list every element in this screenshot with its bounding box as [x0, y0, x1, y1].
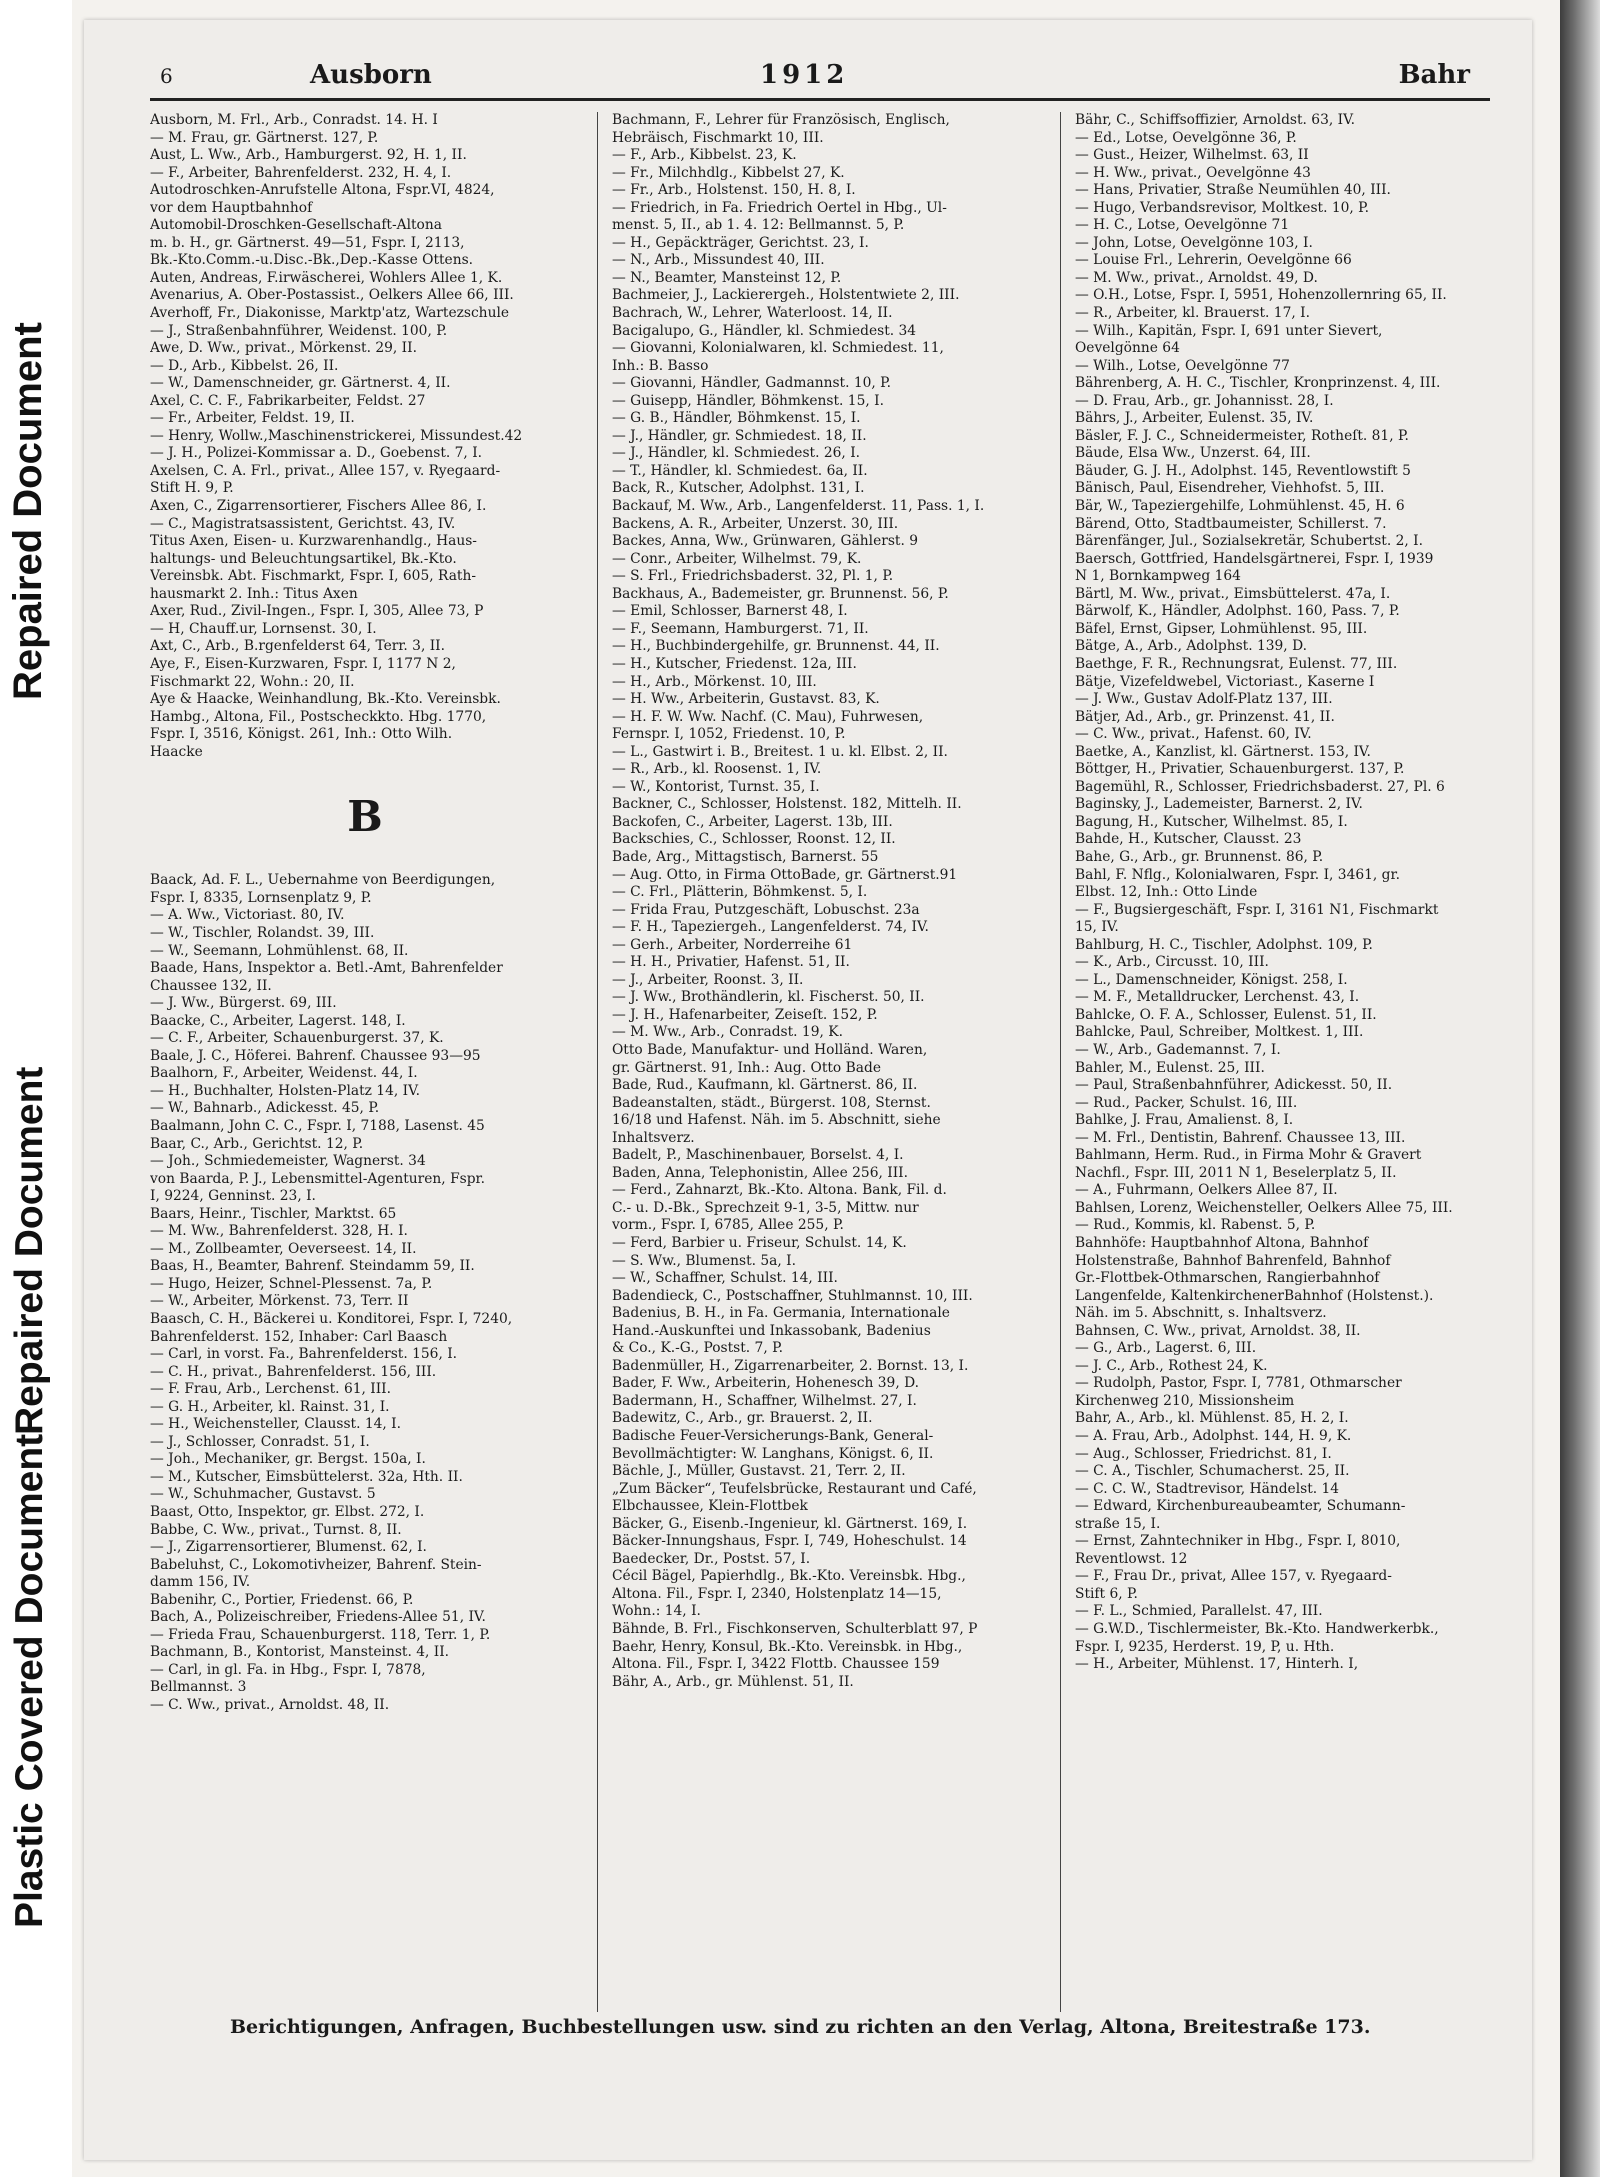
directory-entry: Altona. Fil., Fspr. I, 2340, Holstenplatz 14—15,: [612, 1585, 942, 1602]
directory-entry: — M. Ww., Bahrenfelderst. 328, H. I.: [150, 1223, 408, 1240]
directory-entry: Baedecker, Dr., Postst. 57, I.: [612, 1550, 811, 1567]
directory-entry: — F., Arb., Kibbelst. 23, K.: [612, 147, 797, 164]
directory-entry: Baalhorn, F., Arbeiter, Weidenst. 44, I.: [150, 1065, 418, 1082]
directory-entry: — Aug., Schlosser, Friedrichst. 81, I.: [1075, 1445, 1332, 1462]
directory-entry: — F., Bugsiergeschäft, Fspr. I, 3161 N1, Fischmarkt: [1075, 901, 1439, 918]
directory-entry: Bähnde, B. Frl., Fischkonserven, Schulterblatt 97, P: [612, 1621, 978, 1638]
directory-entry: — R., Arbeiter, kl. Brauerst. 17, I.: [1075, 305, 1310, 322]
directory-entry: — Rudolph, Pastor, Fspr. I, 7781, Othmarscher: [1075, 1375, 1402, 1392]
directory-entry: — F., Frau Dr., privat, Allee 157, v. Ryegaard-: [1075, 1568, 1392, 1585]
directory-entry: — Gust., Heizer, Wilhelmst. 63, II: [1075, 147, 1309, 164]
directory-entry: hausmarkt 2. Inh.: Titus Axen: [150, 585, 358, 602]
directory-entry: Baehr, Henry, Konsul, Bk.-Kto. Vereinsbk. in Hbg.,: [612, 1638, 963, 1655]
directory-entry: 16/18 und Hafenst. Näh. im 5. Abschnitt, siehe: [612, 1112, 941, 1129]
directory-entry: Langenfelde, KaltenkirchenerBahnhof (Holstenst.).: [1075, 1287, 1434, 1304]
directory-entry: Bärtl, M. Ww., privat., Eimsbüttelerst. 47a, I.: [1075, 585, 1391, 602]
directory-entry: — Wilh., Lotse, Oevelgönne 77: [1075, 357, 1290, 374]
directory-entry: — J. Ww., Gustav Adolf-Platz 137, III.: [1075, 691, 1333, 708]
directory-entry: Backner, C., Schlosser, Holstenst. 182, Mittelh. II.: [612, 796, 962, 813]
directory-entry: Fspr. I, 9235, Herderst. 19, P, u. Hth.: [1075, 1638, 1335, 1655]
directory-entry: Backes, Anna, Ww., Grünwaren, Gählerst. 9: [612, 533, 919, 550]
directory-entry: — W., Schaffner, Schulst. 14, III.: [612, 1270, 838, 1287]
directory-entry: — G.W.D., Tischlermeister, Bk.-Kto. Handwerkerbk.,: [1075, 1621, 1439, 1638]
directory-entry: Elbchaussee, Klein-Flottbek: [612, 1498, 808, 1515]
directory-entry: — Ernst, Zahntechniker in Hbg., Fspr. I, 8010,: [1075, 1533, 1401, 1550]
directory-entry: Stift 6, P.: [1075, 1585, 1138, 1602]
directory-entry: Nachfl., Fspr. III, 2011 N 1, Beselerplatz 5, II.: [1075, 1164, 1397, 1181]
directory-entry: Haacke: [150, 743, 203, 760]
directory-entry: Bahrenfelderst. 152, Inhaber: Carl Baasch: [150, 1328, 448, 1345]
directory-entry: Baalmann, John C. C., Fspr. I, 7188, Lasenst. 45: [150, 1117, 485, 1134]
directory-entry: — Henry, Wollw.,Maschinenstrickerei, Missundest.42: [150, 427, 523, 444]
directory-entry: Axen, C., Zigarrensortierer, Fischers Allee 86, I.: [150, 498, 487, 515]
directory-entry: Titus Axen, Eisen- u. Kurzwarenhandlg., Haus-: [150, 533, 477, 550]
directory-entry: Bähr, C., Schiffsoffizier, Arnoldst. 63, IV.: [1075, 112, 1356, 128]
directory-entry: Backens, A. R., Arbeiter, Unzerst. 30, III.: [612, 515, 899, 532]
directory-entry: Altona. Fil., Fspr. I, 3422 Flottb. Chaussee 159: [612, 1656, 940, 1673]
directory-entry: Baacke, C., Arbeiter, Lagerst. 148, I.: [150, 1012, 406, 1029]
directory-entry: Awe, D. Ww., privat., Mörkenst. 29, II.: [150, 340, 417, 357]
directory-entry: Bagemühl, R., Schlosser, Friedrichsbaderst. 27, Pl. 6: [1075, 778, 1445, 795]
directory-entry: Badelt, P., Maschinenbauer, Borselst. 4, I.: [612, 1147, 904, 1164]
header-rule: [150, 98, 1490, 101]
directory-entry: Bach, A., Polizeischreiber, Friedens-Allee 51, IV.: [150, 1609, 486, 1626]
directory-entry: Aust, L. Ww., Arb., Hamburgerst. 92, H. 1, II.: [150, 147, 467, 164]
directory-entry: Bader, F. Ww., Arbeiterin, Hohenesch 39, D.: [612, 1375, 920, 1392]
directory-entry: — J. C., Arb., Rothest 24, K.: [1075, 1357, 1268, 1374]
scanner-edge-shadow: [1560, 0, 1600, 2177]
directory-entry: Bäude, Elsa Ww., Unzerst. 64, III.: [1075, 445, 1311, 462]
directory-entry: — A. Ww., Victoriast. 80, IV.: [150, 907, 345, 924]
directory-entry: Babbe, C. Ww., privat., Turnst. 8, II.: [150, 1521, 402, 1538]
directory-entry: [150, 761, 580, 779]
directory-entry: gr. Gärtnerst. 91, Inh.: Aug. Otto Bade: [612, 1059, 881, 1076]
directory-entry: & Co., K.-G., Postst. 7, P.: [612, 1340, 783, 1357]
directory-entry: Avenarius, A. Ober-Postassist., Oelkers Allee 66, III.: [150, 287, 514, 304]
directory-entry: Badermann, H., Schaffner, Wilhelmst. 27, I.: [612, 1392, 917, 1409]
column-1: [150, 112, 580, 1715]
directory-entry: — O.H., Lotse, Fspr. I, 5951, Hohenzollernring 65, II.: [1075, 287, 1447, 304]
directory-entry: Baast, Otto, Inspektor, gr. Elbst. 272, I.: [150, 1504, 425, 1521]
directory-entry: Badeanstalten, städt., Bürgerst. 108, Sternst.: [612, 1094, 931, 1111]
directory-entry: 15, IV.: [1075, 919, 1119, 936]
margin-label-plastic-covered: Plastic Covered Document: [8, 1433, 51, 1928]
directory-entry: — W., Seemann, Lohmühlenst. 68, II.: [150, 942, 409, 959]
directory-entry: — Hugo, Heizer, Schnel-Plessenst. 7a, P.: [150, 1275, 433, 1292]
directory-entry: Bährs, J., Arbeiter, Eulenst. 35, IV.: [1075, 410, 1314, 427]
directory-entry: Näh. im 5. Abschnitt, s. Inhaltsverz.: [1075, 1305, 1327, 1322]
directory-entry: — Guisepp, Händler, Böhmkenst. 15, I.: [612, 392, 884, 409]
directory-entry: Baas, H., Beamter, Bahrenf. Steindamm 59, II.: [150, 1258, 475, 1275]
directory-entry: — J., Arbeiter, Roonst. 3, II.: [612, 971, 804, 988]
directory-entry: — W., Tischler, Rolandst. 39, III.: [150, 924, 375, 941]
directory-entry: — R., Arb., kl. Roosenst. 1, IV.: [612, 761, 822, 778]
directory-entry: — C. F., Arbeiter, Schauenburgerst. 37, K.: [150, 1030, 444, 1047]
directory-entry: — Fr., Arb., Holstenst. 150, H. 8, I.: [612, 182, 856, 199]
directory-entry: — Ed., Lotse, Oevelgönne 36, P.: [1075, 129, 1297, 146]
directory-entry: — Joh., Mechaniker, gr. Bergst. 150a, I.: [150, 1451, 426, 1468]
directory-entry: — J., Händler, kl. Schmiedest. 26, I.: [612, 445, 861, 462]
directory-entry: Bachmeier, J., Lackierergeh., Holstentwiete 2, III.: [612, 287, 960, 304]
directory-entry: Bäsler, F. J. C., Schneidermeister, Rotheſt. 81, P.: [1075, 427, 1409, 444]
directory-entry: — Carl, in vorst. Fa., Bahrenfelderst. 156, I.: [150, 1346, 458, 1363]
page-header: [160, 60, 1490, 100]
directory-entry: Auten, Andreas, F.irwäscherei, Wohlers Allee 1, K.: [150, 269, 503, 286]
directory-entry: Bahe, G., Arb., gr. Brunnenst. 86, P.: [1075, 848, 1324, 865]
directory-entry: N 1, Bornkampweg 164: [1075, 568, 1241, 585]
directory-entry: Baale, J. C., Höferei. Bahrenf. Chaussee 93—95: [150, 1047, 481, 1064]
directory-entry: — J. Ww., Brothändlerin, kl. Fischerst. 50, II.: [612, 989, 925, 1006]
directory-entry: — C. Frl., Plätterin, Böhmkenst. 5, I.: [612, 884, 868, 901]
directory-entry: Bahler, M., Eulenst. 25, III.: [1075, 1059, 1265, 1076]
directory-entry: — Rud., Packer, Schulst. 16, III.: [1075, 1094, 1298, 1111]
directory-entry: — Frieda Frau, Schauenburgerst. 118, Terr. 1, P.: [150, 1626, 491, 1643]
directory-entry: — M. Ww., privat., Arnoldst. 49, D.: [1075, 269, 1318, 286]
directory-entry: — Hugo, Verbandsrevisor, Moltkest. 10, P.: [1075, 199, 1370, 216]
directory-entry: Bevollmächtigter: W. Langhans, Königst. 6, II.: [612, 1445, 934, 1462]
directory-entry: — W., Bahnarb., Adickesst. 45, P.: [150, 1100, 380, 1117]
directory-entry: — J., Händler, gr. Schmiedest. 18, II.: [612, 427, 867, 444]
directory-entry: Badische Feuer-Versicherungs-Bank, General-: [612, 1428, 934, 1445]
directory-entry: — Paul, Straßenbahnführer, Adickesst. 50, II.: [1075, 1077, 1393, 1094]
directory-entry: Inh.: B. Basso: [612, 357, 709, 374]
directory-entry: Fernspr. I, 1052, Friedenst. 10, P.: [612, 726, 846, 743]
directory-entry: Bärenfänger, Jul., Sozialsekretär, Schubertst. 2, I.: [1075, 533, 1423, 550]
directory-entry: — Joh., Schmiedemeister, Wagnerst. 34: [150, 1153, 426, 1170]
directory-entry: Bahlke, J. Frau, Amalienst. 8, I.: [1075, 1112, 1294, 1129]
directory-entry: Gr.-Flottbek-Othmarschen, Rangierbahnhof: [1075, 1270, 1380, 1287]
directory-entry: — H. C., Lotse, Oevelgönne 71: [1075, 217, 1290, 234]
directory-entry: Fischmarkt 22, Wohn.: 20, II.: [150, 673, 355, 690]
directory-entry: — Frida Frau, Putzgeschäft, Lobuschst. 23a: [612, 901, 920, 918]
directory-entry: — Aug. Otto, in Firma OttoBade, gr. Gärtnerst.91: [612, 866, 958, 883]
directory-entry: — C. Ww., privat., Arnoldst. 48, II.: [150, 1697, 390, 1714]
directory-entry: Bätjer, Ad., Arb., gr. Prinzenst. 41, II.: [1075, 708, 1335, 725]
directory-entry: Baginsky, J., Lademeister, Barnerst. 2, IV.: [1075, 796, 1363, 813]
directory-entry: — L., Damenschneider, Königst. 258, I.: [1075, 971, 1348, 988]
directory-entry: — H., Kutscher, Friedenst. 12a, III.: [612, 655, 857, 672]
directory-entry: — H., Gepäckträger, Gerichtst. 23, I.: [612, 234, 869, 251]
page-number: 6: [160, 64, 173, 88]
directory-entry: — S. Frl., Friedrichsbaderst. 32, Pl. 1, P.: [612, 568, 894, 585]
directory-entry: — H., Buchbindergehilfe, gr. Brunnenst. 44, II.: [612, 638, 940, 655]
directory-entry: — Louise Frl., Lehrerin, Oevelgönne 66: [1075, 252, 1352, 269]
directory-entry: Fspr. I, 3516, Königst. 261, Inh.: Otto Wilh.: [150, 726, 453, 743]
directory-entry: Back, R., Kutscher, Adolphst. 131, I.: [612, 480, 865, 497]
directory-entry: Bänisch, Paul, Eisendreher, Viehhofst. 5, III.: [1075, 480, 1385, 497]
directory-entry: Bahlsen, Lorenz, Weichensteller, Oelkers Allee 75, III.: [1075, 1199, 1453, 1216]
directory-entry: Oevelgönne 64: [1075, 340, 1180, 357]
directory-entry: Bährenberg, A. H. C., Tischler, Kronprinzenst. 4, III.: [1075, 375, 1441, 392]
directory-entry: Baetke, A., Kanzlist, kl. Gärtnerst. 153, IV.: [1075, 743, 1371, 760]
directory-entry: — Ferd, Barbier u. Friseur, Schulst. 14, K.: [612, 1235, 907, 1251]
directory-entry: — D., Arb., Kibbelst. 26, II.: [150, 357, 339, 374]
directory-entry: Hambg., Altona, Fil., Postscheckkto. Hbg. 1770,: [150, 708, 487, 725]
directory-entry: I, 9224, Genninst. 23, I.: [150, 1188, 316, 1205]
section-letter: B: [347, 791, 383, 841]
directory-entry: — G., Arb., Lagerst. 6, III.: [1075, 1340, 1257, 1357]
directory-entry: — G. B., Händler, Böhmkenst. 15, I.: [612, 410, 861, 427]
directory-entry: — N., Arb., Missundest 40, III.: [612, 252, 825, 269]
directory-entry: Axelsen, C. A. Frl., privat., Allee 157, v. Ryegaard-: [150, 462, 501, 479]
directory-entry: — K., Arb., Circusst. 10, III.: [1075, 954, 1269, 971]
directory-entry: Bachmann, B., Kontorist, Mansteinst. 4, II.: [150, 1644, 450, 1661]
directory-entry: Backhaus, A., Bademeister, gr. Brunnenst. 56, P.: [612, 585, 949, 602]
directory-entry: — H. F. W. Ww. Nachf. (C. Mau), Fuhrwesen,: [612, 708, 924, 725]
directory-entry: — Giovanni, Kolonialwaren, kl. Schmiedest. 11,: [612, 340, 944, 357]
directory-entry: — J. H., Polizei-Kommissar a. D., Goebenst. 7, I.: [150, 445, 483, 462]
directory-entry: Bahde, H., Kutscher, Clausst. 23: [1075, 831, 1302, 848]
directory-entry: Bachrach, W., Lehrer, Waterloost. 14, II.: [612, 305, 893, 322]
directory-entry: — H. Ww., privat., Oevelgönne 43: [1075, 164, 1311, 181]
directory-entry: — S. Ww., Blumenst. 5a, I.: [612, 1252, 797, 1269]
directory-entry: — N., Beamter, Mansteinst 12, P.: [612, 269, 842, 286]
margin-label-repaired-2: Repaired Document: [6, 322, 50, 700]
directory-entry: — W., Arbeiter, Mörkenst. 73, Terr. II: [150, 1293, 409, 1310]
directory-entry: — C. A., Tischler, Schumacherst. 25, II.: [1075, 1463, 1350, 1480]
column-3: [1075, 112, 1501, 1674]
directory-entry: Hand.-Auskunftei und Inkassobank, Badenius: [612, 1322, 931, 1339]
directory-entry: [150, 855, 580, 873]
directory-entry: — H., Arbeiter, Mühlenst. 17, Hinterh. I,: [1075, 1656, 1359, 1673]
directory-entry: Axer, Rud., Zivil-Ingen., Fspr. I, 305, Allee 73, P: [150, 603, 484, 620]
directory-entry: — Ferd., Zahnarzt, Bk.-Kto. Altona. Bank, Fil. d.: [612, 1182, 947, 1199]
directory-entry: Bahr, A., Arb., kl. Mühlenst. 85, H. 2, I.: [1075, 1410, 1349, 1427]
directory-entry: — J. Ww., Bürgerst. 69, III.: [150, 995, 337, 1012]
directory-entry: — C. Ww., privat., Hafenst. 60, IV.: [1075, 726, 1312, 743]
directory-entry: straße 15, I.: [1075, 1515, 1161, 1532]
directory-entry: — J. H., Hafenarbeiter, Zeiseſt. 152, P.: [612, 1006, 878, 1023]
directory-entry: Bahlburg, H. C., Tischler, Adolphst. 109, P.: [1075, 936, 1373, 953]
directory-entry: — John, Lotse, Oevelgönne 103, I.: [1075, 234, 1313, 251]
directory-entry: Chaussee 132, II.: [150, 977, 272, 994]
directory-entry: vorm., Fspr. I, 6785, Allee 255, P.: [612, 1217, 844, 1234]
directory-entry: — Conr., Arbeiter, Wilhelmst. 79, K.: [612, 550, 862, 567]
directory-entry: Baasch, C. H., Bäckerei u. Konditorei, Fspr. I, 7240,: [150, 1311, 513, 1327]
directory-entry: damm 156, IV.: [150, 1574, 251, 1591]
directory-entry: Bahl, F. Nflg., Kolonialwaren, Fspr. I, 3461, gr.: [1075, 866, 1400, 883]
column-divider: [1060, 112, 1061, 2012]
directory-entry: Hebräisch, Fischmarkt 10, III.: [612, 129, 824, 146]
directory-entry: — Fr., Milchhdlg., Kibbelst 27, K.: [612, 164, 845, 181]
directory-entry: — H, Chauff.ur, Lornsenst. 30, I.: [150, 620, 377, 637]
directory-entry: — Gerh., Arbeiter, Norderreihe 61: [612, 936, 853, 953]
header-last-entry: Bahr: [1398, 60, 1470, 90]
directory-entry: Bärwolf, K., Händler, Adolphst. 160, Pass. 7, P.: [1075, 603, 1400, 620]
directory-entry: — W., Schuhmacher, Gustavst. 5: [150, 1486, 376, 1503]
directory-entry: Bätge, A., Arb., Adolphst. 139, D.: [1075, 638, 1308, 655]
directory-entry: — T., Händler, kl. Schmiedest. 6a, II.: [612, 462, 868, 479]
directory-entry: — W., Arb., Gademannst. 7, I.: [1075, 1041, 1281, 1058]
directory-entry: — J., Schlosser, Conradst. 51, I.: [150, 1433, 370, 1450]
directory-entry: — Carl, in gl. Fa. in Hbg., Fspr. I, 7878,: [150, 1661, 426, 1678]
directory-entry: von Baarda, P. J., Lebensmittel-Agenturen, Fspr.: [150, 1170, 486, 1187]
directory-entry: — M. Ww., Arb., Conradst. 19, K.: [612, 1024, 843, 1041]
directory-entry: — G. H., Arbeiter, kl. Rainst. 31, I.: [150, 1398, 390, 1415]
directory-entry: menst. 5, II., ab 1. 4. 12: Bellmannst. 5, P.: [612, 217, 905, 234]
directory-entry: Bäcker-Innungshaus, Fspr. I, 749, Hoheschulst. 14: [612, 1533, 967, 1550]
directory-entry: vor dem Hauptbahnhof: [150, 199, 313, 216]
page-footer: Berichtigungen, Anfragen, Buchbestellungen usw. sind zu richten an den Verlag, Altona, Breitestraße 173.: [230, 2016, 1371, 2038]
directory-entry: Bätje, Vizefeldwebel, Victoriast., Kaserne I: [1075, 673, 1375, 690]
directory-entry: Axel, C. C. F., Fabrikarbeiter, Feldst. 27: [150, 392, 426, 409]
directory-entry: — M. F., Metalldrucker, Lerchenst. 43, I.: [1075, 989, 1360, 1006]
directory-entry: Baersch, Gottfried, Handelsgärtnerei, Fspr. I, 1939: [1075, 550, 1434, 567]
directory-entry: — M., Zollbeamter, Oeverseest. 14, II.: [150, 1240, 417, 1257]
directory-entry: Aye & Haacke, Weinhandlung, Bk.-Kto. Vereinsbk.: [150, 691, 501, 708]
directory-entry: — M. Frau, gr. Gärtnerst. 127, P.: [150, 129, 379, 146]
directory-entry: — H. Ww., Arbeiterin, Gustavst. 83, K.: [612, 691, 880, 708]
directory-entry: Bade, Rud., Kaufmann, kl. Gärtnerst. 86, II.: [612, 1077, 918, 1094]
directory-entry: Bellmannst. 3: [150, 1679, 247, 1696]
directory-entry: Ausborn, M. Frl., Arb., Conradst. 14. H. I: [150, 112, 438, 128]
directory-entry: „Zum Bäcker“, Teufelsbrücke, Restaurant und Café,: [612, 1480, 977, 1497]
directory-entry: — C. C. W., Stadtrevisor, Händelst. 14: [1075, 1480, 1340, 1497]
directory-entry: Baar, C., Arb., Gerichtst. 12, P.: [150, 1135, 364, 1152]
directory-entry: Bahlcke, Paul, Schreiber, Moltkest. 1, III.: [1075, 1024, 1364, 1041]
directory-entry: Autodroschken-Anrufstelle Altona, Fspr.VI, 4824,: [150, 182, 495, 199]
directory-entry: — Edward, Kirchenbureaubeamter, Schumann-: [1075, 1498, 1406, 1515]
directory-entry: — F. H., Tapeziergeh., Langenfelderst. 74, IV.: [612, 919, 929, 936]
directory-entry: Badewitz, C., Arb., gr. Brauerst. 2, II.: [612, 1410, 873, 1427]
directory-entry: Babenihr, C., Portier, Friedenst. 66, P.: [150, 1591, 414, 1608]
directory-entry: Babeluhst, C., Lokomotivheizer, Bahrenf. Stein-: [150, 1556, 482, 1573]
directory-entry: Backofen, C., Arbeiter, Lagerst. 13b, III.: [612, 813, 893, 830]
directory-entry: Baethge, F. R., Rechnungsrat, Eulenst. 77, III.: [1075, 655, 1398, 672]
directory-entry: — H., Weichensteller, Clausst. 14, I.: [150, 1416, 402, 1433]
directory-entry: Baack, Ad. F. L., Uebernahme von Beerdigungen,: [150, 872, 496, 889]
directory-entry: m. b. H., gr. Gärtnerst. 49—51, Fspr. I, 2113,: [150, 234, 465, 251]
directory-entry: — W., Kontorist, Turnst. 35, I.: [612, 778, 820, 795]
directory-entry: Averhoff, Fr., Diakonisse, Marktp'atz, Wartezschule: [150, 305, 510, 322]
directory-entry: — F., Arbeiter, Bahrenfelderst. 232, H. 4, I.: [150, 164, 452, 181]
directory-entry: — C. H., privat., Bahrenfelderst. 156, III.: [150, 1363, 437, 1380]
directory-entry: Bahlcke, O. F. A., Schlosser, Eulenst. 51, II.: [1075, 1006, 1377, 1023]
directory-entry: C.- u. D.-Bk., Sprechzeit 9-1, 3-5, Mittw. nur: [612, 1199, 919, 1216]
directory-entry: Aye, F., Eisen-Kurzwaren, Fspr. I, 1177 N 2,: [150, 655, 456, 672]
column-divider: [597, 112, 598, 2012]
directory-entry: Badenius, B. H., in Fa. Germania, Internationale: [612, 1305, 950, 1322]
directory-entry: — D. Frau, Arb., gr. Johannisst. 28, I.: [1075, 392, 1334, 409]
directory-entry: — Fr., Arbeiter, Feldst. 19, II.: [150, 410, 355, 427]
directory-entry: — F. L., Schmied, Parallelst. 47, III.: [1075, 1603, 1323, 1620]
directory-entry: Backschies, C., Schlosser, Roonst. 12, II.: [612, 831, 896, 848]
directory-entry: — Friedrich, in Fa. Friedrich Oertel in Hbg., Ul-: [612, 199, 947, 216]
directory-entry: — H., Buchhalter, Holsten-Platz 14, IV.: [150, 1082, 421, 1099]
directory-entry: Vereinsbk. Abt. Fischmarkt, Fspr. I, 605, Rath-: [150, 568, 477, 585]
directory-entry: Inhaltsverz.: [612, 1129, 695, 1146]
directory-entry: Bahnsen, C. Ww., privat, Arnoldst. 38, II.: [1075, 1322, 1361, 1339]
directory-entry: Axt, C., Arb., B.rgenfelderst 64, Terr. 3, II.: [150, 638, 446, 655]
directory-entry: Elbst. 12, Inh.: Otto Linde: [1075, 884, 1258, 901]
directory-entry: — W., Damenschneider, gr. Gärtnerst. 4, II.: [150, 375, 451, 392]
directory-entry: Bär, W., Tapeziergehilfe, Lohmühlenst. 45, H. 6: [1075, 498, 1405, 515]
directory-entry: Bachmann, F., Lehrer für Französisch, Englisch,: [612, 112, 950, 128]
directory-entry: — J., Zigarrensortierer, Blumenst. 62, I.: [150, 1539, 427, 1556]
directory-entry: Wohn.: 14, I.: [612, 1603, 701, 1620]
directory-entry: Reventlowst. 12: [1075, 1550, 1188, 1567]
directory-entry: Otto Bade, Manufaktur- und Holländ. Waren,: [612, 1041, 928, 1058]
directory-entry: — Giovanni, Händler, Gadmannst. 10, P.: [612, 375, 892, 392]
directory-entry: — Emil, Schlosser, Barnerst 48, I.: [612, 603, 848, 620]
directory-entry: Bärend, Otto, Stadtbaumeister, Schillerst. 7.: [1075, 515, 1387, 532]
scanner-margin: [0, 0, 72, 2177]
directory-entry: — C., Magistratsassistent, Gerichtst. 43, IV.: [150, 515, 456, 532]
directory-entry: — M., Kutscher, Eimsbüttelerst. 32a, Hth. II.: [150, 1468, 463, 1485]
directory-entry: Backauf, M. Ww., Arb., Langenfelderst. 11, Pass. 1, I.: [612, 498, 985, 515]
directory-entry: Bacigalupo, G., Händler, kl. Schmiedest. 34: [612, 322, 917, 339]
directory-entry: Fspr. I, 8335, Lornsenplatz 9, P.: [150, 889, 372, 906]
directory-entry: — A., Fuhrmann, Oelkers Allee 87, II.: [1075, 1182, 1338, 1199]
directory-entry: Automobil-Droschken-Gesellschaft-Altona: [150, 217, 442, 234]
directory-entry: Baade, Hans, Inspektor a. Betl.-Amt, Bahrenfelder: [150, 960, 503, 977]
directory-entry: Bahlmann, Herm. Rud., in Firma Mohr & Gravert: [1075, 1147, 1422, 1164]
directory-entry: Holstenstraße, Bahnhof Bahrenfeld, Bahnhof: [1075, 1252, 1391, 1269]
directory-entry: — Rud., Kommis, kl. Rabenst. 5, P.: [1075, 1217, 1316, 1234]
directory-entry: Badenmüller, H., Zigarrenarbeiter, 2. Bornst. 13, I.: [612, 1357, 969, 1374]
directory-entry: — H., Arb., Mörkenst. 10, III.: [612, 673, 817, 690]
directory-entry: Badendieck, C., Postschaffner, Stuhlmannst. 10, III.: [612, 1287, 973, 1304]
directory-entry: Bade, Arg., Mittagstisch, Barnerst. 55: [612, 848, 879, 865]
directory-entry: Cécil Bägel, Papierhdlg., Bk.-Kto. Vereinsbk. Hbg.,: [612, 1568, 966, 1585]
header-first-entry: Ausborn: [310, 60, 432, 90]
directory-entry: Baden, Anna, Telephonistin, Allee 256, III.: [612, 1164, 908, 1181]
directory-entry: Bk.-Kto.Comm.-u.Disc.-Bk.,Dep.-Kasse Ottens.: [150, 252, 474, 269]
directory-entry: — F., Seemann, Hamburgerst. 71, II.: [612, 620, 869, 637]
header-year: 1912: [760, 60, 849, 90]
directory-entry: Bagung, H., Kutscher, Wilhelmst. 85, I.: [1075, 813, 1348, 830]
directory-entry: — F. Frau, Arb., Lerchenst. 61, III.: [150, 1381, 392, 1398]
directory-entry: — H. H., Privatier, Hafenst. 51, II.: [612, 954, 850, 971]
directory-entry: Baars, Heinr., Tischler, Marktst. 65: [150, 1205, 397, 1222]
directory-entry: — A. Frau, Arb., Adolphst. 144, H. 9, K.: [1075, 1428, 1352, 1445]
margin-label-repaired-1: Repaired Document: [8, 1066, 51, 1435]
directory-entry: — Hans, Privatier, Straße Neumühlen 40, III.: [1075, 182, 1391, 199]
directory-entry: Bahnhöfe: Hauptbahnhof Altona, Bahnhof: [1075, 1235, 1369, 1251]
directory-entry: — L., Gastwirt i. B., Breitest. 1 u. kl. Elbst. 2, II.: [612, 743, 948, 760]
directory-entry: haltungs- und Beleuchtungsartikel, Bk.-Kto.: [150, 550, 457, 567]
directory-entry: — J., Straßenbahnführer, Weidenst. 100, P.: [150, 322, 448, 339]
directory-entry: Bäcker, G., Eisenb.-Ingenieur, kl. Gärtnerst. 169, I.: [612, 1515, 968, 1532]
directory-entry: Kirchenweg 210, Missionsheim: [1075, 1392, 1295, 1409]
directory-entry: — Wilh., Kapitän, Fspr. I, 691 unter Sievert,: [1075, 322, 1383, 339]
directory-entry: Bähr, A., Arb., gr. Mühlenst. 51, II.: [612, 1673, 854, 1690]
directory-entry: Böttger, H., Privatier, Schauenburgerst. 137, P.: [1075, 761, 1405, 778]
directory-entry: — M. Frl., Dentistin, Bahrenf. Chaussee 13, III.: [1075, 1129, 1406, 1146]
directory-entry: Stift H. 9, P.: [150, 480, 234, 497]
directory-entry: Bächle, J., Müller, Gustavst. 21, Terr. 2, II.: [612, 1463, 906, 1480]
directory-entry: Bäfel, Ernst, Gipser, Lohmühlenst. 95, III.: [1075, 620, 1368, 637]
column-2: [612, 112, 1044, 1691]
directory-entry: Bäuder, G. J. H., Adolphst. 145, Reventlowstift 5: [1075, 462, 1411, 479]
